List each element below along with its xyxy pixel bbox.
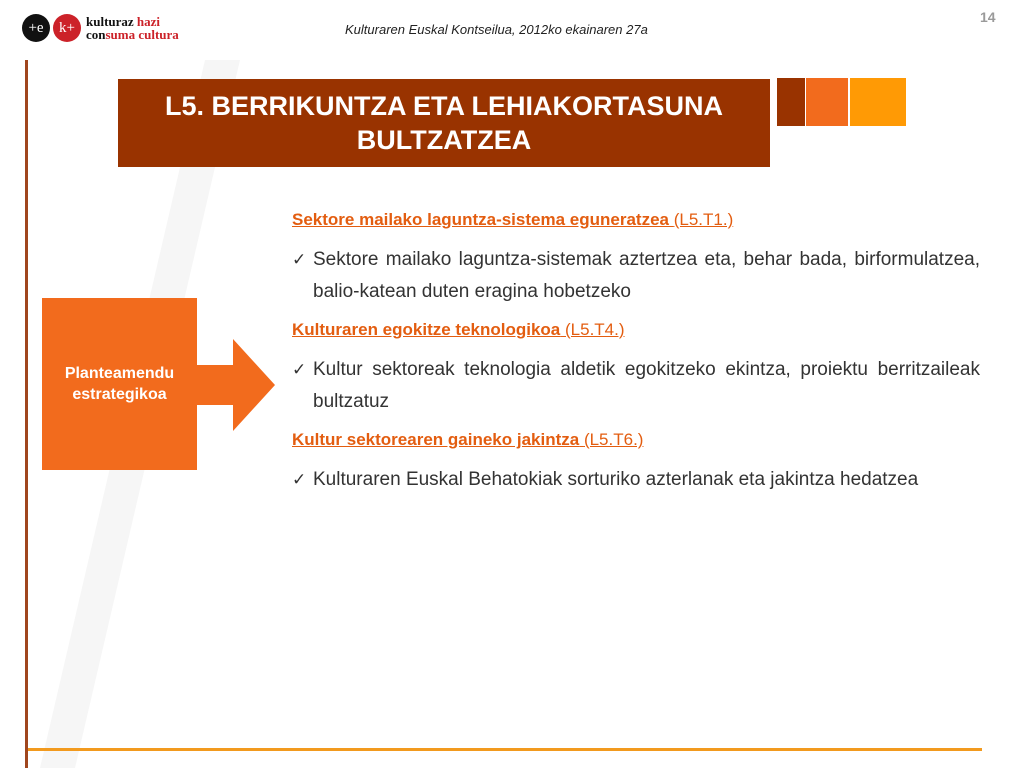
section-item	[292, 426, 980, 496]
bullet-text: Sektore mailako laguntza-sistemak aztertzea eta, behar bada, birformulatzea, balio-katean duten eragina hobetzeko	[313, 249, 980, 302]
strategy-box	[42, 298, 197, 470]
logo-line1-black: kulturaz	[86, 14, 137, 29]
section-code: (L5.T4.)	[565, 320, 625, 339]
left-rule	[25, 60, 28, 768]
slide-title	[118, 79, 770, 167]
page-number: 14	[980, 9, 996, 25]
section-title-text: Kultur sektorearen gaineko jakintza	[292, 430, 580, 449]
bullet-item	[292, 354, 980, 418]
section-title-link[interactable]	[292, 316, 980, 344]
section-item	[292, 316, 980, 418]
strategy-label: Planteamendu estrategikoa	[64, 365, 175, 403]
bullet-item	[292, 244, 980, 308]
logo-circle-k-plus: k+	[53, 14, 81, 42]
section-code: (L5.T1.)	[673, 210, 734, 229]
logo-line2-black: con	[86, 27, 106, 42]
bullet-text: Kultur sektoreak teknologia aldetik egokitzeko ekintza, proiektu berritzaileak bultzatuz	[313, 359, 980, 412]
bullet-text: Kulturaren Euskal Behatokiak sorturiko azterlanak eta jakintza hedatzea	[313, 469, 919, 490]
checkmark-icon: ✓	[292, 250, 307, 269]
section-code: (L5.T6.)	[583, 430, 644, 449]
section-title-text: Sektore mailako laguntza-sistema eguneratzea	[292, 210, 669, 229]
bullet-item	[292, 464, 980, 496]
logo-circle-plus-e: +e	[22, 14, 50, 42]
logo-text	[86, 15, 179, 41]
arrow-right-icon	[197, 339, 275, 431]
section-title-link[interactable]	[292, 426, 980, 454]
color-swatch-dark	[777, 78, 805, 126]
logo-line1-red: hazi	[136, 14, 161, 29]
section-title-link[interactable]	[292, 206, 980, 234]
checkmark-icon: ✓	[292, 470, 307, 489]
logo	[22, 14, 182, 48]
content-list	[292, 206, 980, 504]
bottom-rule	[28, 748, 982, 751]
header-subtitle: Kulturaren Euskal Kontseilua, 2012ko ekainaren 27a	[345, 22, 648, 37]
color-swatch-amber	[850, 78, 906, 126]
slide-title-text: L5. BERRIKUNTZA ETA LEHIAKORTASUNA BULTZATZEA	[165, 91, 723, 155]
color-swatch-orange	[806, 78, 848, 126]
section-item	[292, 206, 980, 308]
logo-line2-red: suma cultura	[105, 27, 179, 42]
section-title-text: Kulturaren egokitze teknologikoa	[292, 320, 561, 339]
checkmark-icon: ✓	[292, 360, 307, 379]
